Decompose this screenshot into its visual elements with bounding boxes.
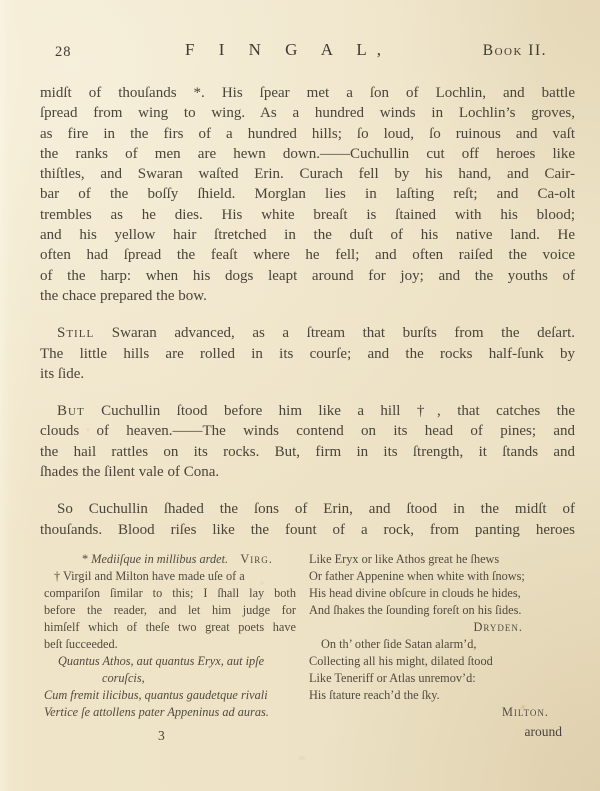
footnote-line (44, 551, 296, 568)
text-run: beſt ſucceeded. (44, 637, 118, 651)
body-line: clouds of heaven.——The winds contend on its head of pines; and (40, 423, 575, 440)
body-line: trembles as he dies. His white breaſt is ſtained with his blood; (40, 206, 575, 223)
text-run (228, 552, 240, 566)
footnote-line (44, 619, 296, 636)
italic-text: Quantus Athos, aut quantus Eryx, aut ipſe (58, 654, 265, 668)
footnote-line (44, 568, 296, 585)
footnote-line (44, 687, 296, 704)
body-line: often had ſpread the feaſt where he fell; and often raiſed the voice (40, 247, 575, 264)
body-line: midſt of thouſands *. His ſpear met a ſon of Lochlin, and battle (40, 85, 575, 101)
page-number: 28 (55, 44, 72, 60)
catchword: around (524, 724, 562, 739)
footnote-line (309, 585, 575, 602)
text-run: His ſtature reach’d the ſky. (309, 688, 440, 702)
footnote-line (309, 687, 575, 704)
footnote-line (44, 636, 296, 653)
text-run: Like Teneriff or Atlas unremov’d: (309, 671, 476, 685)
small-caps-text: Milton. (501, 705, 549, 719)
body-line: thouſands. Blood riſes like the fount of a rock, from panting heroes (40, 521, 575, 538)
body-line: and his yellow hair ſtretched in the duſt of his native land. He (40, 227, 575, 244)
footnote-line (309, 602, 575, 619)
footnote-line (44, 670, 296, 687)
footnote-line (44, 602, 296, 619)
italic-text: Mediiſque in millibus ardet. (91, 552, 229, 566)
footnote-line (309, 653, 575, 670)
body-line: So Cuchullin ſhaded the ſons of Erin, and ſtood in the midſt of (57, 501, 575, 518)
italic-text: coruſcis, (102, 671, 145, 685)
small-caps-text: But (57, 403, 85, 420)
text-run: Like Eryx or like Athos great he ſhews (309, 552, 500, 566)
body-line: bar of the boſſy ſhield. Morglan lies in laſting reſt; and Ca-olt (40, 186, 575, 203)
small-caps-text: Dryden. (473, 620, 523, 634)
body-line: thiſtles, and Swaran waſted Erin. Curach fell by his hand, and Cair- (40, 166, 575, 183)
book-label: Book II. (482, 42, 547, 59)
body-line: the ranks of men are hewn down.——Cuchullin cut off heroes like (40, 145, 575, 162)
page-footer (0, 724, 600, 746)
italic-text: Vertice ſe attollens pater Appeninus ad auras. (44, 705, 269, 719)
body-line (40, 323, 575, 343)
text-run: Swaran advanced, as a ſtream that burſts from the deſart. (94, 325, 575, 342)
text-run: On th’ other ſide Satan alarm’d, (321, 637, 477, 651)
footnote-line (44, 585, 296, 602)
text-run: Collecting all his might, dilated ſtood (309, 654, 493, 668)
text-run: His head divine obſcure in clouds he hides, (309, 586, 521, 600)
text-run: And ſhakes the ſounding foreſt on his ſides. (309, 603, 522, 617)
footnote-line (309, 619, 575, 636)
body-line: ſhades the ſilent vale of Cona. (40, 464, 220, 481)
body-text (40, 83, 575, 540)
text-run: * (82, 552, 92, 566)
body-line: its ſide. (40, 365, 85, 382)
small-caps-text: Virg. (240, 552, 273, 566)
body-paragraph (40, 83, 575, 306)
running-title: F I N G A L, (185, 40, 391, 59)
footnote-line (309, 704, 575, 721)
footnote-column-right (309, 551, 575, 721)
footnote-line (309, 636, 575, 653)
text-run: himſelf which of theſe two great poets have (44, 620, 296, 634)
body-paragraph (40, 323, 575, 384)
footnotes (44, 551, 575, 721)
text-run: Cuchullin ſtood before him like a hill †, that catches the (84, 403, 575, 420)
text-run: Or father Appenine when white with ſnows; (309, 569, 525, 583)
page-header (0, 40, 600, 64)
body-line (40, 401, 575, 421)
body-line: The little hills are rolled in its courſe; and the rocks half-ſunk by (40, 345, 575, 362)
body-paragraph (40, 499, 575, 540)
footnote-column-left (44, 551, 296, 721)
small-caps-text: Still (57, 325, 95, 342)
body-paragraph (40, 401, 575, 482)
footnote-line (44, 704, 296, 721)
body-line: as fire in the firs of a hundred hills; ſo loud, ſo ruinous and vaſt (40, 125, 575, 142)
body-line: the chace prepared the bow. (40, 287, 207, 304)
signature-mark: 3 (158, 728, 165, 743)
body-line: the hail rattles on its rocks. But, firm in its ſtrength, it ſtands and (40, 443, 575, 460)
footnote-line (309, 551, 575, 568)
footnote-line (44, 653, 296, 670)
body-line: of the harp: when his dogs leapt around for joy; and the youths of (40, 267, 575, 284)
footnote-line (309, 568, 575, 585)
text-run: before the reader, and let him judge for (44, 603, 296, 617)
text-run: † Virgil and Milton have made uſe of a (54, 569, 245, 583)
text-run: compariſon ſimilar to this; I ſhall lay both (44, 586, 296, 600)
footnote-line (309, 670, 575, 687)
italic-text: Cum fremit ilicibus, quantus gaudetque rivali (44, 688, 268, 702)
body-line: ſpread from wing to wing. As a hundred winds in Lochlin’s groves, (40, 105, 575, 122)
